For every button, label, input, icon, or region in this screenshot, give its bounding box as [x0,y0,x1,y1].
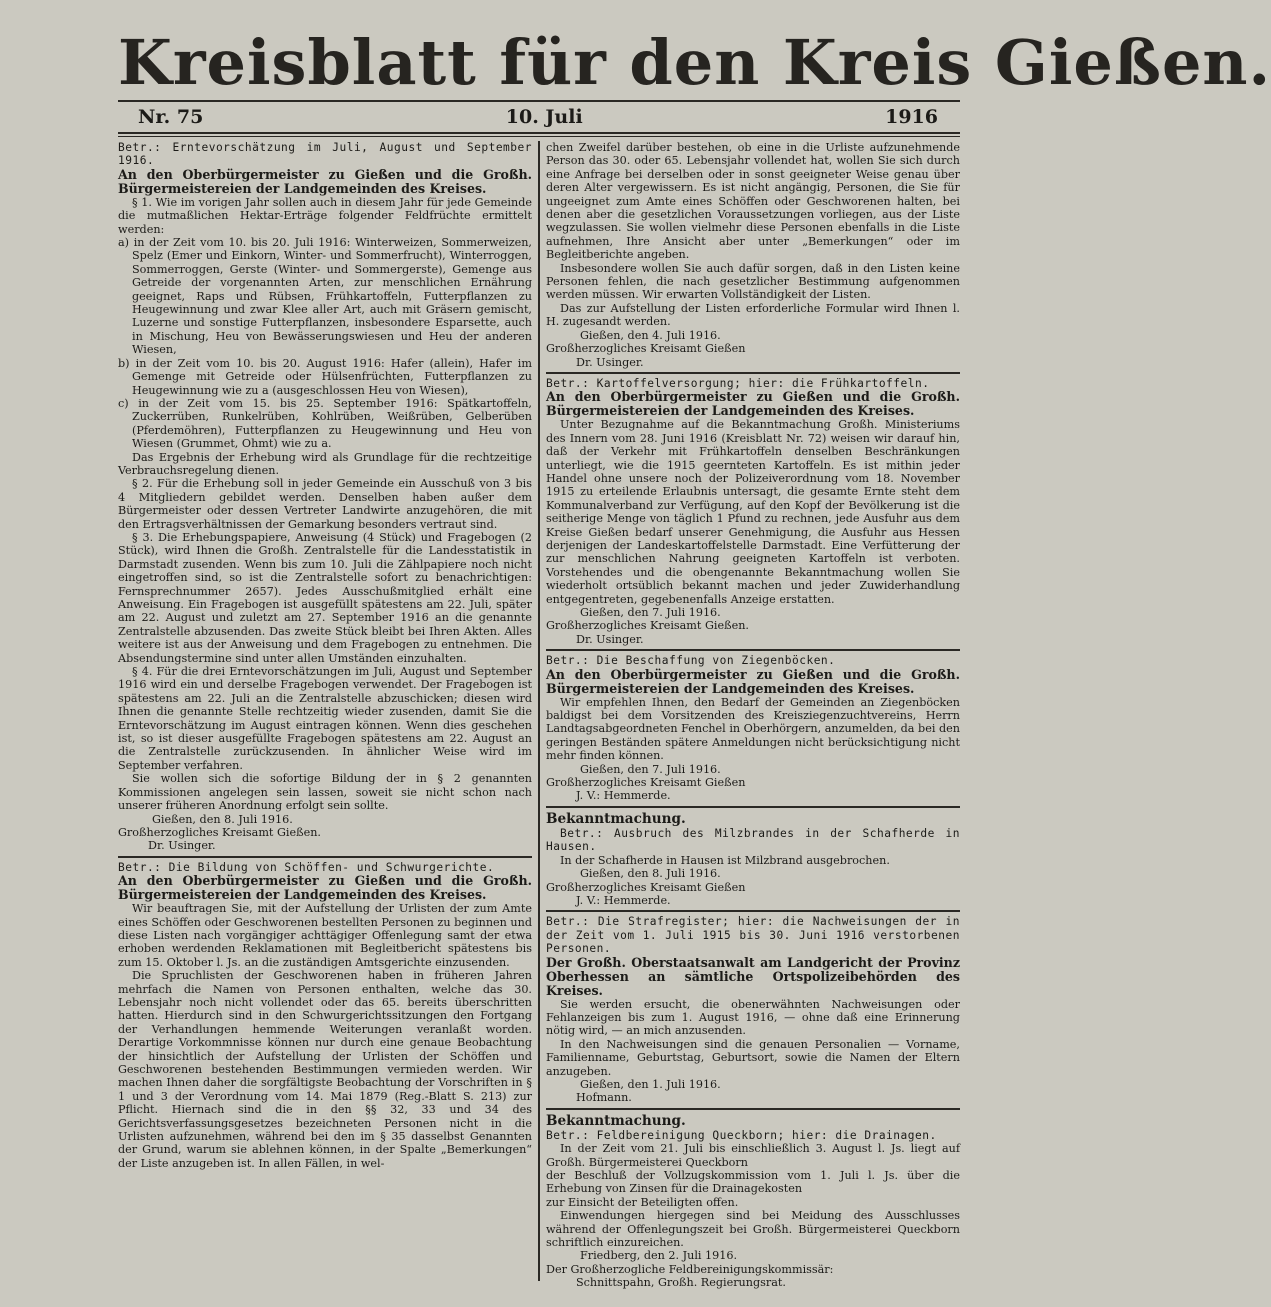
issue-rule [118,132,960,134]
paragraph: Das zur Aufstellung der Listen erforderliche Formular wird Ihnen l. H. zugesandt werden. [545,301,960,329]
paragraph: In den Nachweisungen sind die genauen Personalien — Vorname, Familienname, Geburtstag, Geburtsort, sowie die Namen der Eltern anzugeben. [545,1037,960,1078]
article-separator [546,910,960,912]
article-separator [118,856,532,858]
authority: Großherzogliches Kreisamt Gießen. [545,619,749,633]
authority: Der Großherzogliche Feldbereinigungskommissär: [545,1262,834,1276]
paragraph: § 2. Für die Erhebung soll in jeder Gemeinde ein Ausschuß von 3 bis 4 Mitgliedern gebildet werden. Denselben haben außer dem Bürgermeister oder dessen Vertreter Landwirte anzugehören, die mit den Ertragsverhältnissen der Gemarkung besonders vertraut sind. [118,477,532,531]
article-address: An den Oberbürgermeister zu Gießen und die Großh. Bürgermeistereien der Landgemeinden des Kreises. [545,389,960,419]
paragraph: Wir beauftragen Sie, mit der Aufstellung der Urlisten der zum Amte eines Schöffen oder Geschworenen bestellten Personen zu beginnen und diese Listen nach vorgängiger achttägiger Offenlegung samt der etwa erhoben werdenden Reklamationen mit Begleitbericht spätestens bis zum 15. Oktober l. Js. an die zuständigen Amtsgerichte einzusenden. [118,902,532,969]
column-divider [538,141,540,1281]
article-subject: Betr.: Ausbruch des Milzbrandes in der Schafherde in Hausen. [545,826,960,854]
left-column [118,141,532,1281]
paragraph: Das Ergebnis der Erhebung wird als Grundlage für die rechtzeitige Verbrauchsregelung dienen. [118,450,532,477]
signature: Dr. Usinger. [148,839,216,853]
paragraph: § 4. Für die drei Erntevorschätzungen im Juli, August und September 1916 wird ein und derselbe Fragebogen verwendet. Der Fragebogen ist spätestens am 22. Juli an die Zentralstelle abzuschicken; diesen wird Ihnen die genannte Stelle rechtzeitig wieder zusenden, damit Sie die Erntevorschätzung im August eintragen können. Wenn dies geschehen ist, so ist dieser ausgefüllte Fragebogen spätestens am 22. August an die Zentralstelle zurückzusenden. In ähnlicher Weise wird im September verfahren. [118,665,532,772]
article-separator [546,806,960,808]
paragraph: Sie werden ersucht, die obenerwähnten Nachweisungen oder Fehlanzeigen bis zum 1. August 1916, — ohne daß eine Erinnerung nötig wird, — an mich anzusenden. [545,997,960,1038]
article-address: Der Großh. Oberstaatsanwalt am Landgericht der Provinz Oberhessen an sämtliche Ortspolizeibehörden des Kreises. [545,954,960,998]
article-separator [546,649,960,651]
paragraph: Sie wollen sich die sofortige Bildung der in § 2 genannten Kommissionen angelegen sein lassen, soweit sie nicht schon nach unserer früheren Anordnung erfolgt sein sollte. [118,772,532,813]
list-item: a) in der Zeit vom 10. bis 20. Juli 1916: Winterweizen, Sommerweizen, Spelz (Emer und Einkorn, Winter- und Sommerfrucht), Winterroggen, Sommerroggen, Gerste (Winter- und Sommergerste), Gemenge aus Getreide der vorgenannten Arten, zur menschlichen Ernährung geeignet, Raps und Rübsen, Frühkartoffeln, Futterpflanzen zu Heugewinnung und zwar Klee aller Art, auch mit Gräsern gemischt, Luzerne und sonstige Futterpflanzen, insbesondere Esparsette, auch in Mischung, Heu von Bewässerungswiesen und Heu der anderen Wiesen, [118,236,532,357]
article-separator [546,1108,960,1110]
list-item: b) in der Zeit vom 10. bis 20. August 1916: Hafer (allein), Hafer im Gemenge mit Getreide oder Hülsenfrüchten, Futterpflanzen zu Heugewinnung wie zu a (ausgeschlossen Heu von Wiesen), [118,356,532,397]
paragraph: zur Einsicht der Beteiligten offen. [545,1195,739,1209]
signature: Schnittspahn, Großh. Regierungsrat. [575,1276,786,1290]
paragraph: Wir empfehlen Ihnen, den Bedarf der Gemeinden an Ziegenböcken baldigst bei dem Vorsitzenden des Kreisziegenzuchtvereins, Herrn Landtagsabgeordneten Fenchel in Oberhörgern, anzumelden, da bei den geringen Beständen spätere Anmeldungen nicht berücksichtigung nicht mehr finden können. [545,695,960,763]
article-kartoffeln [546,377,960,646]
article-subject: Betr.: Erntevorschätzung im Juli, August und September 1916. [118,141,532,168]
article-address: An den Oberbürgermeister zu Gießen und die Großh. Bürgermeistereien der Landgemeinden des Kreises. [118,166,532,196]
paragraph: Die Spruchlisten der Geschworenen haben in früheren Jahren mehrfach die Namen von Personen enthalten, welche das 30. Lebensjahr noch nicht vollendet oder das 65. bereits überschritten hatten. Hierdurch sind in den Schwurgerichtssitzungen den Fortgang der Verhandlungen hemmende Weiterungen veranlaßt worden. Derartige Vorkommnisse können nur durch eine genaue Beobachtung der hinsichtlich der Aufstellung der Urlisten der Schöffen und Geschworenen bestehenden Bestimmungen vermieden werden. Wir machen Ihnen daher die sorgfältigste Beobachtung der Vorschriften in § 1 und 3 der Verordnung vom 14. Mai 1879 (Reg.-Blatt S. 213) zur Pflicht. Hiernach sind die in den §§ 32, 33 und 34 des Gerichtsverfassungsgesetzes bezeichneten Personen nicht in die Urlisten aufzunehmen, während bei den im § 35 dasselbst Genannten der Grund, warum sie ablehnen können, in der Spalte „Bemerkungen“ der Liste anzugeben ist. In allen Fällen, in wel- [118,969,532,1170]
dateline: Gießen, den 8. Juli 1916. [152,812,293,826]
masthead-title: Kreisblatt für den Kreis Gießen. [118,26,1271,99]
signature: Hofmann. [575,1091,632,1105]
paragraph: Unter Bezugnahme auf die Bekanntmachung Großh. Ministeriums des Innern vom 28. Juni 1916 (Kreisblatt Nr. 72) weisen wir darauf hin, daß der Verkehr mit Frühkartoffeln denselben Beschränkungen unterliegt, wie die 1915 geernteten Kartoffeln. Es ist mithin jeder Handel ohne unsere noch der Polizeiverordnung vom 18. November 1915 zu erteilende Erlaubnis untersagt, die gesamte Ernte steht dem Kommunalverband zur Verfügung, auf den Kopf der Bevölkerung ist die seitherige Menge von täglich 1 Pfund zu rechnen, jede Ausfuhr aus dem Kreise Gießen bedarf unserer Genehmigung, die Ausfuhr aus Hessen derjenigen der Landeskartoffelstelle Darmstadt. Eine Verfütterung der zur menschlichen Nahrung geeigneten Kartoffeln ist verboten. Vorstehendes und die obengenannte Bekanntmachung wollen Sie wiederholt ortsüblich bekannt machen und jeder Zuwiderhandlung entgegentreten, gegebenenfalls Anzeige erstatten. [545,418,960,606]
paragraph: Einwendungen hiergegen sind bei Meidung des Ausschlusses während der Offenlegungszeit bei Großh. Bürgermeisterei Queckborn schriftlich einzureichen. [545,1209,960,1250]
article-address: An den Oberbürgermeister zu Gießen und die Großh. Bürgermeistereien der Landgemeinden des Kreises. [118,873,532,903]
paragraph: In der Schafherde in Hausen ist Milzbrand ausgebrochen. [559,853,890,867]
article-schoeffen-continued [546,141,960,369]
article-strafregister [546,915,960,1104]
paragraph: Insbesondere wollen Sie auch dafür sorgen, daß in den Listen keine Personen fehlen, die nach gesetzlicher Bestimmung aufgenommen werden müssen. Wir erwarten Vollständigkeit der Listen. [545,261,960,302]
paragraph: chen Zweifel darüber bestehen, ob eine in die Urliste aufzunehmende Person das 30. oder 65. Lebensjahr vollendet hat, wollen Sie sich durch eine Anfrage bei derselben oder in sonst geeigneter Weise genau über deren Alter vergewissern. Es ist nicht angängig, Personen, die Sie für ungeeignet zum Amte eines Schöffen oder Geschworenen halten, bei denen aber die gesetzlichen Voraussetzungen vorliegen, aus der Liste wegzulassen. Sie wollen vielmehr diese Personen ebenfalls in die Liste aufnehmen, Ihre Ansicht aber unter „Bemerkungen“ oder im Begleitberichte angeben. [545,141,960,262]
dateline: Friedberg, den 2. Juli 1916. [579,1249,738,1263]
dateline: Gießen, den 7. Juli 1916. [579,606,721,619]
issue-line [118,102,960,132]
article-address: An den Oberbürgermeister zu Gießen und die Großh. Bürgermeistereien der Landgemeinden des Kreises. [545,666,960,696]
article-subject: Betr.: Die Strafregister; hier: die Nachweisungen der in der Zeit vom 1. Juli 1915 bis 30. Juni 1916 verstorbenen Personen. [545,915,960,956]
issue-year: 1916 [885,106,938,128]
signature: J. V.: Hemmerde. [575,789,671,803]
article-subject: Betr.: Feldbereinigung Queckborn; hier: die Drainagen. [545,1128,937,1142]
article-erntevorschaetzung [118,141,532,853]
signature: Dr. Usinger. [575,632,644,646]
authority: Großherzogliches Kreisamt Gießen [545,342,746,356]
right-column [545,141,960,1290]
issue-rule-thin [118,136,960,137]
article-feldbereinigung [546,1113,960,1290]
issue-number: Nr. 75 [138,106,204,128]
article-ziegenboecke [546,654,960,803]
dateline: Gießen, den 4. Juli 1916. [579,328,721,342]
dateline: Gießen, den 1. Juli 1916. [579,1077,721,1091]
columns [118,141,960,1290]
announcement-heading: Bekanntmachung. [545,810,686,827]
dateline: Gießen, den 8. Juli 1916. [579,867,721,881]
signature: Dr. Usinger. [575,355,644,369]
paragraph: § 3. Die Erhebungspapiere, Anweisung (4 Stück) und Fragebogen (2 Stück), wird Ihnen die Großh. Zentralstelle für die Landesstatistik in Darmstadt zusenden. Wenn bis zum 10. Juli die Zählpapiere noch nicht eingetroffen sind, so ist die Zentralstelle sofort zu benachrichtigen: Fernsprechnummer 2657). Jedes Ausschußmitglied erhält eine Anweisung. Ein Fragebogen ist ausgefüllt spätestens am 22. Juli, später am 22. August und zuletzt am 27. September 1916 an die genannte Zentralstelle abzusenden. Das zweite Stück bleibt bei Ihren Akten. Alles weitere ist aus der Anweisung und dem Fragebogen zu entnehmen. Die Absendungstermine sind unter allen Umständen einzuhalten. [118,530,532,665]
paragraph: In der Zeit vom 21. Juli bis einschließlich 3. August l. Js. liegt auf Großh. Bürgermeisterei Queckborn [545,1142,960,1169]
issue-date: 10. Juli [505,106,583,128]
authority: Großherzogliches Kreisamt Gießen [545,776,746,790]
dateline: Gießen, den 7. Juli 1916. [579,762,721,776]
signature: J. V.: Hemmerde. [575,893,671,907]
list-item: c) in der Zeit vom 15. bis 25. September 1916: Spätkartoffeln, Zuckerrüben, Runkelrüben, Kohlrüben, Weißrüben, Gelberüben (Pferdemöhren), Futterpflanzen zu Heugewinnung und Heu von Wiesen (Grummet, Ohmt) wie zu a. [118,396,532,451]
article-schoeffen [118,861,532,1171]
article-subject: Betr.: Die Bildung von Schöffen- und Schwurgerichte. [118,860,495,874]
article-separator [546,372,960,374]
announcement-heading: Bekanntmachung. [545,1112,686,1129]
article-subject: Betr.: Die Beschaffung von Ziegenböcken. [545,654,836,668]
article-subject: Betr.: Kartoffelversorgung; hier: die Frühkartoffeln. [545,376,930,390]
authority: Großherzogliches Kreisamt Gießen. [118,825,321,839]
authority: Großherzogliches Kreisamt Gießen [545,880,746,894]
paragraph: § 1. Wie im vorigen Jahr sollen auch in diesem Jahr für jede Gemeinde die mutmaßlichen Hektar-Erträge folgender Feldfrüchte ermittelt werden: [118,195,532,236]
article-milzbrand [546,811,960,907]
paragraph: der Beschluß der Vollzugskommission vom 1. Juli l. Js. über die Erhebung von Zinsen für die Drainagekosten [545,1169,960,1196]
